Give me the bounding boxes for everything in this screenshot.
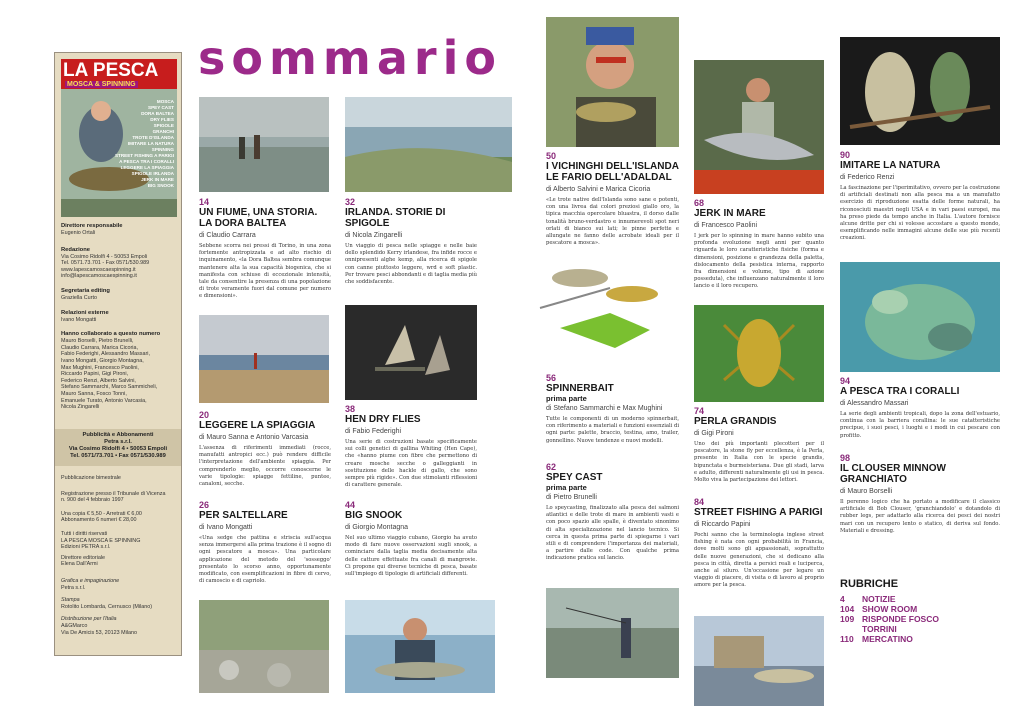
photo-dora-baltea (199, 97, 329, 192)
article-title: A PESCA TRA I CORALLI (840, 386, 960, 397)
distribuzione-label: Distribuzione per l'Italia (61, 616, 117, 623)
article-author: di Ivano Mongatti (199, 524, 253, 531)
article-author: di Mauro Borselli (840, 488, 893, 495)
redazione-email[interactable]: info@lapescamoscaespinning.it (61, 273, 137, 280)
direttore-label: Direttore responsabile (61, 223, 123, 229)
cover-subtitle: MOSCA & SPINNING (67, 81, 136, 88)
article-number: 98 (840, 453, 851, 463)
article-summary: Sebbene scorra nei pressi di Torino, in una zona fortemente antropizzata e ad alto rischio di inquinamento, «la Dora Baltea sembra comunque mantenere alta la sua capacità biogenica, che si manifesta con schiuse di eccezionale intensità, tale da consentire la presenza di una popolazione di trote veramente fuori dal comune per numero e dimensioni». (199, 243, 331, 300)
article-title: STREET FISHING A PARIGI (694, 507, 823, 518)
rubriche (840, 578, 1000, 644)
article-subtitle: prima parte (546, 483, 587, 492)
prezzo-line: Abbonamento 6 numeri € 28,00 (61, 517, 137, 524)
article-38[interactable] (345, 404, 477, 489)
article-98[interactable] (840, 453, 1000, 535)
bimestrale: Pubblicazione bimestrale (61, 475, 121, 481)
redazione-line: Via Cosimo Ridolfi 4 - 50053 Empoli (61, 253, 148, 260)
article-number: 84 (694, 497, 705, 507)
article-summary: Nel suo ultimo viaggio cubano, Giorgio ha avuto modo di fare nuove osservazioni sugli snook, a cominciare dalla taglia media decisamente alta delle catture effettuate fra canali di mangrovie. Ci propone qui diverse tecniche di pesca, basate sull'impiego di tipologie di artificiali differenti. (345, 535, 477, 578)
cover-line: SPIGOLE IRLANDA (131, 171, 174, 176)
redazione-line: Tel. 0571.73.701 - Fax 0571/530.989 (61, 260, 150, 267)
diritti-line: Edizioni PETRA s.r.l. (61, 544, 111, 551)
article-author: di Nicola Zingarelli (345, 232, 403, 239)
cover-line: A PESCA TRA I CORALLI (119, 159, 174, 164)
article-title: IRLANDA. STORIE DI SPIGOLE (345, 207, 446, 229)
redazione-label: Redazione (61, 246, 90, 253)
article-summary: Tutte le componenti di un moderno spinnerbait, con riferimento a materiali e funzioni essenziali di ogni parte: palette, braccio, testina, amo, trailer, gonnellino. Nuove tendenze e nuovi modelli. (546, 416, 679, 444)
pubblicita-line: Petra s.r.l. (104, 439, 132, 445)
relazioni-name: Ivano Mongatti (61, 316, 97, 323)
article-68[interactable] (694, 198, 824, 291)
article-author: di Stefano Sammarchi e Max Mughini (546, 405, 663, 412)
article-62[interactable] (546, 462, 679, 563)
collaboratori-label: Hanno collaborato a questo numero (61, 331, 161, 338)
cover-line: TROTE D'ISLANDA (132, 135, 174, 140)
article-number: 68 (694, 198, 705, 208)
article-number: 94 (840, 376, 851, 386)
segreteria-label: Segretaria editing (61, 287, 110, 294)
segreteria-name: Graziella Curto (61, 294, 97, 301)
cover-line: JERK IN MARE (141, 177, 174, 182)
pubblicita-box (55, 429, 181, 466)
photo-street-fishing (694, 616, 824, 706)
redazione-web[interactable]: www.lapescamoscaespinning.it (61, 266, 136, 273)
article-94[interactable] (840, 376, 1000, 440)
article-summary: «Le trote native dell'Islanda sono sane e potenti, con una livrea dai colori preziosi giallo oro, la tipica macchia opercolare bluastra, il dorso dalle tonalità bruno-verdastro e innumerevoli spot neri orlati di bianco sui lati; le pinne perfette e allungate ne fanno delle acrobate ideali per il pescatore a mosca». (546, 197, 679, 247)
article-title: PER SALTELLARE (199, 510, 288, 521)
article-32[interactable] (345, 197, 477, 286)
registrazione-line: Registrazione presso il Tribunale di Vicenza (61, 490, 166, 497)
rubrica-name: NOTIZIE (862, 594, 896, 604)
article-26[interactable] (199, 500, 331, 585)
cover-line: BIG SNOOK (147, 183, 174, 188)
magazine-cover (61, 59, 177, 217)
direttore-ed-label: Direttore editoriale (61, 554, 106, 561)
article-author: di Giorgio Montagna (345, 524, 409, 531)
photo-vichinghi (546, 17, 679, 147)
photo-per-saltellare (199, 600, 329, 693)
photo-spiaggia (199, 315, 329, 403)
collaboratore-line: Riccardo Papini, Gigi Pironi, (61, 371, 129, 378)
article-14[interactable] (199, 197, 331, 301)
article-50[interactable] (546, 151, 679, 247)
photo-imitare-natura (840, 37, 1000, 145)
pubblicita-line: Via Cosimo Ridolfi 4 • 50053 Empoli (68, 446, 168, 452)
article-summary: Il perenno logico che ha portato a modificare il classico artificiale di Bob Clouser, 'granchiandolo' e dotandolo di rubber legs, per adattarlo alla ricerca dei pesci dei nostri mari con un recupero lento o statico, di deriva sul fondo. Materiali e dressing. (840, 499, 1000, 534)
article-author: di Claudio Carrara (199, 232, 256, 239)
cover-lines (115, 99, 174, 189)
article-number: 14 (199, 197, 210, 207)
cover-line: IMITARE LA NATURA (127, 141, 174, 146)
article-summary: «Una sedge che pattina e striscia sull'acqua senza immergersi alla prima trazione è il sogno di ogni pescatore a mosca». Una particolare applicazione del metodo del 'sosseggo' presentato lo scorso anno, opportunamente modificato, con esemplificazioni in fibre di cervo, di camoscio e di capriolo. (199, 535, 331, 585)
cover-line: MOSCA (156, 99, 174, 104)
article-summary: Uno dei più importanti plecotteri per il pescatore, la stone fly per eccellenza, è la Perla, presente in Italia con le specie grandis, bipunctata e burmeisteriana. Due gli stadi, larva e adulto, differenti naturalmente gli usi in pesca. Molto viva la partecipazione dei lettori. (694, 441, 824, 484)
article-author: di Gigi Pironi (694, 430, 734, 437)
article-20[interactable] (199, 410, 331, 488)
article-summary: La fascinazione per l'iperimitativo, ovvero per la costruzione di artificiali destinati non alla pesca ma a un manufatto esercizio di riproduzione esatta delle forme naturali, ha riconosciuti maestri negli USA e in vari paesi europei, ma ha preso piede da tempo anche in Italia. L'autore fornisce alcune dritte per chi si volesse accostare a questo mondo, esemplificando nelle immagini alcune delle sue più recenti creazioni. (840, 185, 1000, 242)
prezzo-line: Una copia € 5,50 - Arretrati € 6,00 (61, 510, 142, 517)
article-number: 32 (345, 197, 356, 207)
article-56[interactable] (546, 373, 679, 445)
cover-line: SPIGOLE (153, 123, 174, 128)
article-title: PERLA GRANDIS (694, 416, 777, 427)
collaboratore-line: Mauro Borselli, Pietro Brunelli, (61, 338, 134, 345)
article-number: 90 (840, 150, 851, 160)
collaboratori-list (61, 338, 177, 411)
rubrica-item[interactable] (840, 604, 1000, 614)
article-title: JERK IN MARE (694, 208, 766, 219)
article-summary: Pochi sanno che la terminologia inglese street fishing è nata con ogni probabilità in Francia, dove molti sono gli appassionati, soprattutto delle nuove generazioni, che si dedicano alla pesca in città, diretta a persici reali e lucipercа, anche al siluro. Un'occasione per legare un viaggio di piacere, di visita o di lavoro al proprio amore per la pesca. (694, 532, 824, 589)
article-title: IL CLOUSER MINNOW GRANCHIATO (840, 463, 946, 485)
rubrica-name: MERCATINO (862, 634, 913, 644)
article-90[interactable] (840, 150, 1000, 243)
article-number: 50 (546, 151, 557, 161)
article-title: I VICHINGHI DELL'ISLANDA LE FARIO DELL'ADALDAL (546, 161, 679, 183)
photo-jerk-in-mare (694, 60, 824, 194)
direttore-name: Eugenio Ortali (61, 230, 96, 236)
article-author: di Pietro Brunelli (546, 494, 597, 501)
article-84[interactable] (694, 497, 824, 590)
rubriche-label: RUBRICHE (840, 578, 899, 590)
article-summary: L'assenza di riferimenti immediati (rocce, manufatti antropici ecc.) può rendere difficile l'interpretazione dell'ambiente spiaggia. Per comprenderlo meglio, occorre conoscerne le varie tipologie: spiagge fettiline, puntee, canaloni, secche. (199, 445, 331, 488)
diritti-line: Tutti i diritti riservati (61, 530, 108, 537)
article-title: LEGGERE LA SPIAGGIA (199, 420, 316, 431)
photo-hen-dry-flies (345, 305, 477, 400)
pubblicita-label: Pubblicità e Abbonamenti (82, 432, 154, 438)
article-number: 56 (546, 373, 557, 383)
cover-line: GRANCHI (152, 129, 174, 134)
article-summary: Lo speycasting, finalizzato alla pesca dei salmoni atlantici e delle trote di mare in ambienti vasti e con poco spazio alle spalle, è diventato sinonimo di alta specializzazione nel lancio tecnico. Si cerca in questa prima parte di spiegarne i vari stili e di comprendere l'importanza dei materiali, a partire dalle code. Con qualche prima indicazione pratica sul lancio. (546, 505, 679, 562)
grafica-label: Grafica e impaginazione (61, 577, 120, 584)
article-title: SPINNERBAIT (546, 383, 614, 394)
photo-irlanda (345, 97, 512, 192)
cover-line: STREET FISHING A PARIGI (114, 153, 174, 158)
article-subtitle: prima parte (546, 394, 587, 403)
article-summary: I jerk per lo spinning in mare hanno subito una profonda evoluzione negli anni per quanto riguarda le loro caratteristiche fisiche (forma e dimensioni, posizione e grandezza della paletta, dislocamento della pesistica interna, rapporto fra dimensioni e volume, tipo di azione posseduta), che influenzano naturalmente il loro lancio e il loro recupero. (694, 233, 824, 290)
rubrica-item[interactable] (840, 594, 1000, 604)
article-74[interactable] (694, 406, 824, 484)
photo-spey-cast (546, 588, 679, 678)
article-author: di Fabio Federighi (345, 428, 402, 435)
rubrica-item[interactable] (840, 634, 1000, 644)
collaboratore-line: Federico Renzi, Alberto Salvini, (61, 377, 136, 384)
article-author: di Alberto Salvini e Marica Cicoria (546, 186, 651, 193)
rubrica-name: SHOW ROOM (862, 604, 918, 614)
article-title: IMITARE LA NATURA (840, 160, 941, 171)
stampa-name: Rotolito Lombarda, Cernusco (Milano) (61, 603, 153, 610)
stampa-label: Stampa (61, 597, 80, 604)
collaboratore-line: Fabio Federighi, Alessandro Massari, (61, 351, 150, 358)
article-number: 26 (199, 500, 210, 510)
diritti-line: LA PESCA MOSCA E SPINNING (61, 537, 141, 544)
cover-masthead: LA PESCA (63, 60, 159, 81)
collaboratore-line: Emanuele Turato, Antonio Varcasia, (61, 397, 147, 404)
article-author: di Mauro Sanna e Antonio Varcasia (199, 434, 309, 441)
registrazione-line: n. 900 del 4 febbraio 1997 (61, 497, 124, 504)
article-title: SPEY CAST (546, 472, 603, 483)
relazioni-label: Relazioni esterne (61, 309, 109, 316)
collaboratore-line: Mauro Sanna, Fosco Tonni, (61, 390, 127, 397)
article-number: 74 (694, 406, 705, 416)
article-title: HEN DRY FLIES (345, 414, 421, 425)
cover-line: LEGGERE LA SPIAGGIA (120, 165, 174, 170)
photo-coralli (840, 262, 1000, 372)
article-number: 44 (345, 500, 356, 510)
cover-line: DRY FLIES (150, 117, 174, 122)
collaboratore-line: Max Mughini, Francesco Paolini, (61, 364, 139, 371)
rubrica-page: 110 (840, 634, 854, 644)
article-author: di Alessandro Massari (840, 400, 909, 407)
article-author: di Federico Renzi (840, 174, 895, 181)
article-summary: Un viaggio di pesca nelle spiagge e nelle baie dello splendido Kerry irlandese, fra infide rocce e onnipresenti alghe kemp, alla ricerca di spigole con canne piuttosto leggere, wrd e soft plastic. Per trovare pesci abbondanti e di taglia media più che soddisfacente. (345, 243, 477, 286)
rubrica-item[interactable] (840, 614, 1000, 634)
direttore-ed-name: Elena Dall'Armi (61, 561, 98, 568)
article-author: di Riccardo Papini (694, 521, 751, 528)
article-44[interactable] (345, 500, 477, 578)
article-summary: La serie degli ambienti tropicali, dopo la zona dell'estuario, continua con la barriera corallina: le sue catatteristiche precipue, i suoi pesci, i luoghi e i modi in cui pescare con profitto. (840, 411, 1000, 439)
cover-line: SPEY CAST (148, 105, 174, 110)
collaboratore-line: Ivano Mongatti, Giorgio Montagna, (61, 357, 144, 364)
article-number: 20 (199, 410, 210, 420)
rubrica-page: 4 (840, 594, 845, 604)
distribuzione-line: Via De Amicis 53, 20123 Milano (61, 629, 138, 636)
photo-spinnerbait (520, 258, 688, 370)
photo-big-snook (345, 600, 495, 693)
article-title: BIG SNOOK (345, 510, 403, 521)
article-number: 62 (546, 462, 557, 472)
collaboratore-line: Claudio Carrara, Marica Cicoria, (61, 344, 138, 351)
collaboratore-line: Nicola Zingarelli (61, 404, 100, 411)
rubrica-page: 109 (840, 614, 855, 624)
grafica-name: Petra s.r.l. (61, 584, 86, 591)
article-author: di Francesco Paolini (694, 222, 758, 229)
collaboratore-line: Stefano Sammarchi, Marco Sammicheli, (61, 384, 158, 391)
photo-perla-grandis (694, 305, 824, 402)
article-title: UN FIUME, UNA STORIA. LA DORA BALTEA (199, 207, 318, 229)
article-number: 38 (345, 404, 356, 414)
page-title: sommario (198, 31, 502, 85)
cover-line: SPINNING (151, 147, 174, 152)
pubblicita-line: Tel. 0571/73.701 • Fax 0571/530.989 (70, 453, 166, 459)
distribuzione-line: A&GMarco (61, 622, 88, 629)
article-summary: Una serie di costruzioni basate specificamente sui colli genetici di gallina Whiting (Hen Cape), che «hanno piume con fibre che permettono di creare mosche secche o galleggianti in sostituzione delle hackle di gallo, che sono sempre più rigide». Con due stimolanti riflessioni di carattere generale. (345, 439, 477, 489)
rubrica-page: 104 (840, 604, 855, 614)
cover-line: DORA BALTEA (141, 111, 174, 116)
rubrica-name: RISPONDE FOSCO TORRINI (862, 614, 939, 634)
masthead-column (54, 52, 182, 656)
